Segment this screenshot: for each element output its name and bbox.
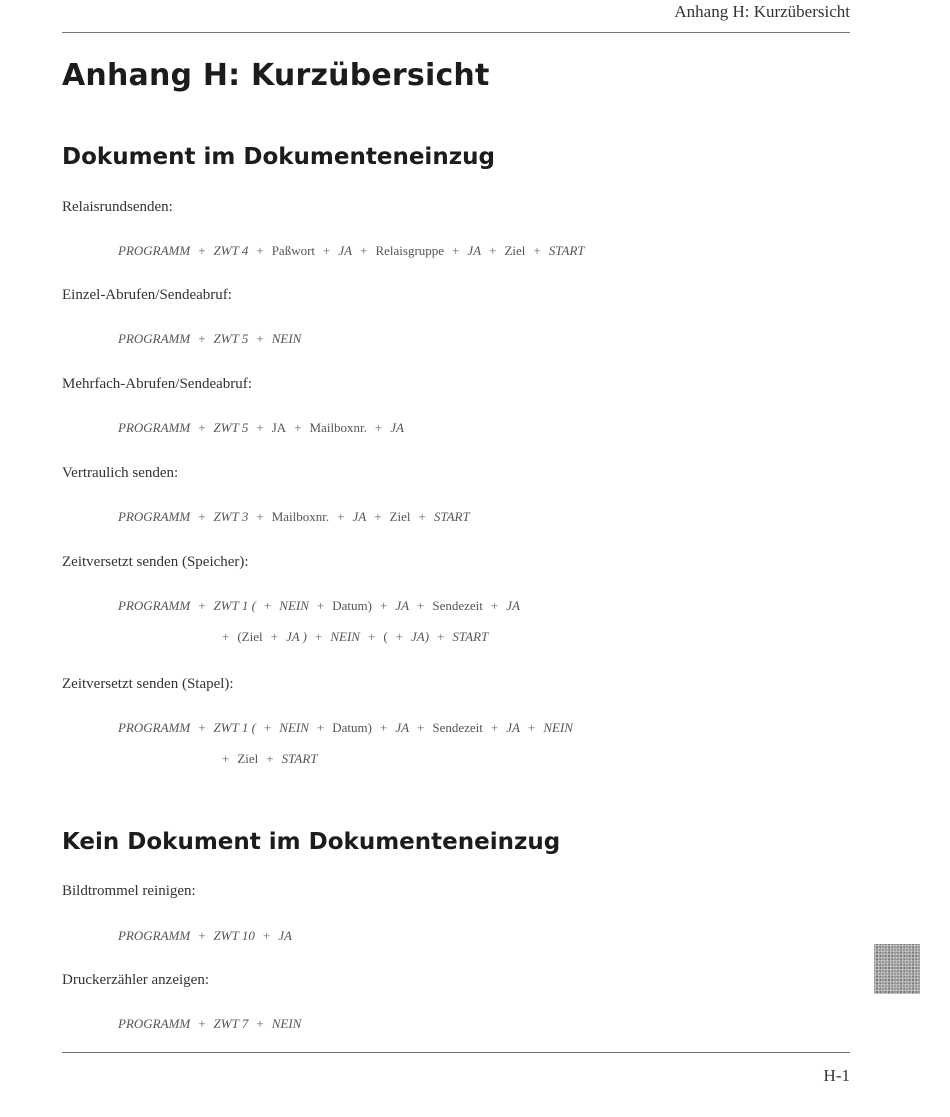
footer-rule — [62, 1052, 850, 1053]
sequence-token: JA — [352, 509, 367, 524]
sequence-token: NEIN — [330, 629, 360, 644]
plus-operator: + — [437, 629, 445, 644]
sequence-token: JA — [390, 420, 404, 435]
sequence-token: ZWT 7 — [213, 1016, 249, 1031]
sequence-token: NEIN — [271, 331, 302, 346]
sequence-token: Mailboxnr. — [309, 420, 367, 435]
plus-operator: + — [222, 751, 230, 766]
key-sequence-continuation — [222, 751, 318, 767]
plus-operator: + — [263, 598, 272, 613]
sequence-token: PROGRAMM — [118, 243, 191, 258]
plus-operator: + — [256, 509, 264, 524]
sequence-token: ZWT 1 ( — [213, 598, 256, 613]
sequence-token: PROGRAMM — [118, 598, 191, 613]
header-rule — [62, 32, 850, 33]
chapter-title: Anhang H: Kurzübersicht — [62, 58, 490, 93]
item-label-mehrfach-abrufen: Mehrfach-Abrufen/Sendeabruf: — [62, 376, 252, 392]
plus-operator: + — [452, 243, 460, 258]
sequence-token: JA) — [411, 629, 430, 644]
plus-operator: + — [490, 720, 499, 735]
sequence-token: ZWT 4 — [213, 243, 249, 258]
sequence-token: Mailboxnr. — [271, 509, 330, 524]
plus-operator: + — [316, 720, 325, 735]
sequence-token: NEIN — [279, 720, 309, 735]
sequence-token: JA — [338, 243, 353, 258]
sequence-token: JA — [271, 420, 287, 435]
plus-operator: + — [294, 420, 302, 435]
plus-operator: + — [395, 629, 404, 644]
sequence-token: JA — [395, 598, 410, 613]
plus-operator: + — [256, 331, 264, 346]
plus-operator: + — [198, 720, 206, 735]
item-label-zeitversetzt-speicher: Zeitversetzt senden (Speicher): — [62, 554, 249, 570]
sequence-token: JA — [395, 720, 410, 735]
sequence-token: PROGRAMM — [118, 1016, 191, 1031]
sequence-token: ZWT 1 ( — [213, 720, 256, 735]
plus-operator: + — [262, 928, 271, 943]
plus-operator: + — [379, 598, 388, 613]
sequence-token: NEIN — [543, 720, 573, 735]
item-label-bildtrommel-reinigen: Bildtrommel reinigen: — [62, 883, 196, 899]
running-header: Anhang H: Kurzübersicht — [674, 2, 850, 21]
plus-operator: + — [323, 243, 331, 258]
key-sequence — [118, 420, 404, 436]
plus-operator: + — [198, 598, 206, 613]
chapter-thumb-tab — [874, 944, 920, 994]
plus-operator: + — [379, 720, 388, 735]
sequence-token: JA — [506, 720, 520, 735]
plus-operator: + — [198, 928, 206, 943]
key-sequence — [118, 509, 470, 525]
plus-operator: + — [490, 598, 499, 613]
key-sequence — [118, 1016, 301, 1032]
plus-operator: + — [198, 420, 206, 435]
plus-operator: + — [367, 629, 376, 644]
key-sequence — [118, 928, 292, 944]
sequence-token: Ziel — [504, 243, 526, 258]
key-sequence-continuation — [222, 629, 488, 645]
sequence-token: Relaisgruppe — [375, 243, 445, 258]
sequence-token: START — [281, 751, 318, 766]
sequence-token: PROGRAMM — [118, 420, 191, 435]
plus-operator: + — [417, 598, 425, 613]
plus-operator: + — [256, 1016, 264, 1031]
sequence-token: ZWT 5 — [213, 331, 249, 346]
plus-operator: + — [315, 629, 323, 644]
plus-operator: + — [337, 509, 345, 524]
plus-operator: + — [266, 751, 274, 766]
sequence-token: Datum) — [332, 720, 372, 735]
plus-operator: + — [198, 243, 206, 258]
plus-operator: + — [417, 720, 425, 735]
sequence-token: Sendezeit — [432, 720, 483, 735]
plus-operator: + — [256, 420, 264, 435]
sequence-token: ZWT 5 — [213, 420, 249, 435]
sequence-token: JA — [278, 928, 292, 943]
section-title-document-in-feeder: Dokument im Dokumenteneinzug — [62, 144, 495, 170]
plus-operator: + — [222, 629, 230, 644]
sequence-token: ( — [383, 629, 388, 644]
sequence-token: ZWT 10 — [213, 928, 255, 943]
item-label-druckerzaehler-anzeigen: Druckerzähler anzeigen: — [62, 972, 209, 988]
plus-operator: + — [198, 1016, 206, 1031]
sequence-token: PROGRAMM — [118, 509, 191, 524]
sequence-token: NEIN — [279, 598, 309, 613]
plus-operator: + — [489, 243, 497, 258]
sequence-token: PROGRAMM — [118, 928, 191, 943]
sequence-token: START — [548, 243, 585, 258]
plus-operator: + — [263, 720, 272, 735]
item-label-zeitversetzt-stapel: Zeitversetzt senden (Stapel): — [62, 676, 234, 692]
key-sequence — [118, 243, 585, 259]
key-sequence — [118, 720, 573, 736]
plus-operator: + — [270, 629, 278, 644]
key-sequence — [118, 598, 520, 614]
plus-operator: + — [527, 720, 536, 735]
item-label-relaisrundsenden: Relaisrundsenden: — [62, 199, 173, 215]
sequence-token: START — [452, 629, 489, 644]
plus-operator: + — [374, 420, 383, 435]
item-label-vertraulich-senden: Vertraulich senden: — [62, 465, 179, 481]
item-label-einzel-abrufen: Einzel-Abrufen/Sendeabruf: — [62, 287, 232, 303]
plus-operator: + — [533, 243, 541, 258]
sequence-token: JA — [506, 598, 520, 613]
plus-operator: + — [316, 598, 325, 613]
sequence-token: JA — [467, 243, 482, 258]
sequence-token: START — [433, 509, 470, 524]
plus-operator: + — [198, 509, 206, 524]
sequence-token: Paßwort — [271, 243, 316, 258]
sequence-token: PROGRAMM — [118, 331, 191, 346]
sequence-token: ZWT 3 — [213, 509, 249, 524]
sequence-token: JA ) — [285, 629, 308, 644]
sequence-token: (Ziel — [237, 629, 263, 644]
plus-operator: + — [360, 243, 368, 258]
sequence-token: PROGRAMM — [118, 720, 191, 735]
sequence-token: Sendezeit — [432, 598, 483, 613]
plus-operator: + — [418, 509, 426, 524]
page-number: H-1 — [823, 1066, 850, 1085]
key-sequence — [118, 331, 301, 347]
plus-operator: + — [256, 243, 264, 258]
plus-operator: + — [198, 331, 206, 346]
sequence-token: Ziel — [237, 751, 259, 766]
plus-operator: + — [374, 509, 382, 524]
sequence-token: Ziel — [389, 509, 411, 524]
sequence-token: NEIN — [271, 1016, 302, 1031]
sequence-token: Datum) — [332, 598, 372, 613]
section-title-no-document-in-feeder: Kein Dokument im Dokumenteneinzug — [62, 829, 561, 855]
